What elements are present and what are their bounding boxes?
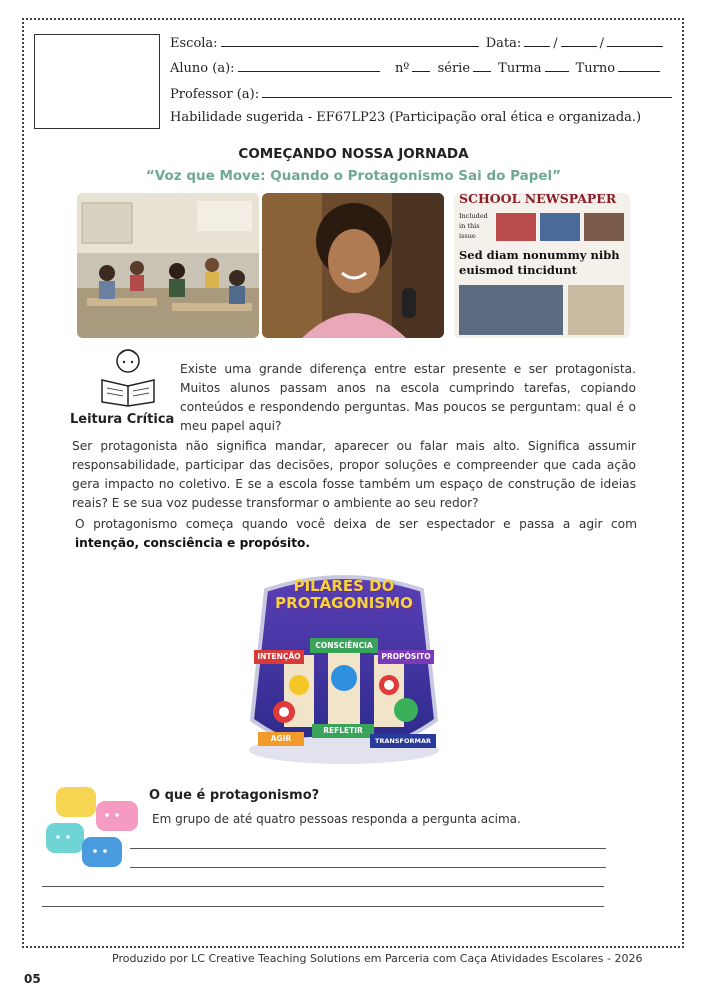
footer-credits: Produzido por LC Creative Teaching Solutions em Parceria com Caça Atividades Escolares - 2026 — [112, 952, 643, 965]
serie-label: série — [437, 61, 471, 76]
answer-line[interactable] — [130, 867, 606, 868]
leitura-closing-bold: intenção, consciência e propósito. — [75, 536, 311, 550]
professor-label: Professor (a): — [170, 87, 260, 102]
answer-line[interactable] — [42, 906, 604, 907]
leitura-intro: Existe uma grande diferença entre estar presente e ser protagonista. Muitos alunos passam anos na escola cumprindo tarefas, copiando conteúdos e respondendo perguntas. Mas poucos se perguntam: qual é o meu papel aqui? — [180, 362, 636, 433]
newspaper-thumb — [584, 213, 624, 241]
leitura-body: Ser protagonista não significa mandar, aparecer ou falar mais alto. Significa assumir responsabilidade, participar das decisões, propor soluções e compreender que cada ação gera impacto no coletivo. E se a escola fosse também um espaço de construção de ideias reais? E se sua voz pudesse transformar o ambiente ao seu redor? — [72, 439, 636, 510]
turno-label: Turno — [575, 61, 616, 76]
pilar-label-consciencia: CONSCIÊNCIA — [310, 638, 378, 653]
answer-line[interactable] — [42, 886, 604, 887]
student-photo — [262, 193, 444, 338]
activity-instruction: Em grupo de até quatro pessoas responda a pergunta acima. — [152, 812, 521, 826]
turma-label: Turma — [498, 61, 542, 76]
leitura-closing — [75, 515, 637, 553]
newspaper-headline: Sed diam nonummy nibh euismod tincidunt — [459, 248, 620, 277]
classroom-illustration — [77, 193, 259, 338]
speech-bubbles-icon — [44, 785, 144, 875]
newspaper-thumb — [496, 213, 536, 241]
pilar-label-intencao: INTENÇÃO — [254, 650, 304, 664]
newspaper-title: SCHOOL NEWSPAPER — [459, 193, 617, 206]
pilar-label-agir: AGIR — [258, 732, 304, 746]
date-day-field[interactable] — [524, 34, 550, 47]
pilar-label-refletir: REFLETIR — [312, 724, 374, 738]
pilar-label-transformar: TRANSFORMAR — [370, 734, 436, 748]
pilares-title — [266, 578, 422, 612]
turma-field[interactable] — [545, 59, 569, 72]
professor-field[interactable] — [262, 85, 672, 98]
leitura-closing-text: O protagonismo começa quando você deixa de ser espectador e passa a agir com — [75, 517, 637, 531]
header-row-escola: Escola: Data: / / — [170, 34, 666, 51]
newspaper-photo — [459, 285, 563, 335]
habilidade-text: Habilidade sugerida - EF67LP23 (Participação oral ética e organizada.) — [170, 110, 642, 125]
date-year-field[interactable] — [607, 34, 663, 47]
section-subtitle: “Voz que Move: Quando o Protagonismo Sai do Papel” — [145, 168, 562, 184]
turno-field[interactable] — [618, 59, 660, 72]
section-title: COMEÇANDO NOSSA JORNADA — [238, 146, 469, 162]
header-row-aluno — [170, 59, 663, 76]
escola-field[interactable] — [221, 34, 479, 47]
serie-field[interactable] — [473, 59, 491, 72]
aluno-label: Aluno (a): — [170, 61, 235, 76]
data-label: Data: — [485, 36, 522, 51]
pilar-label-proposito: PROPÓSITO — [378, 650, 434, 664]
reading-boy-icon — [98, 346, 158, 408]
newspaper-image — [454, 193, 630, 338]
page-number: 05 — [24, 972, 41, 986]
pilares-title-line1: PILARES DO — [293, 577, 395, 595]
activity-question: O que é protagonismo? — [149, 788, 320, 803]
escola-label: Escola: — [170, 36, 218, 51]
aluno-field[interactable] — [238, 59, 380, 72]
classroom-photo — [77, 193, 259, 338]
pilares-title-line2: PROTAGONISMO — [275, 594, 413, 612]
newspaper-photo — [568, 285, 624, 335]
newspaper-thumb — [540, 213, 580, 241]
numero-label: nº — [394, 61, 410, 76]
smiling-student-illustration — [262, 193, 444, 338]
numero-field[interactable] — [412, 59, 430, 72]
answer-line[interactable] — [130, 848, 606, 849]
leitura-critica-label: Leitura Crítica — [70, 412, 175, 427]
header-row-professor — [170, 85, 675, 102]
photo-box — [34, 34, 160, 129]
date-month-field[interactable] — [561, 34, 597, 47]
newspaper-included-text: Included in this issue — [459, 212, 488, 240]
